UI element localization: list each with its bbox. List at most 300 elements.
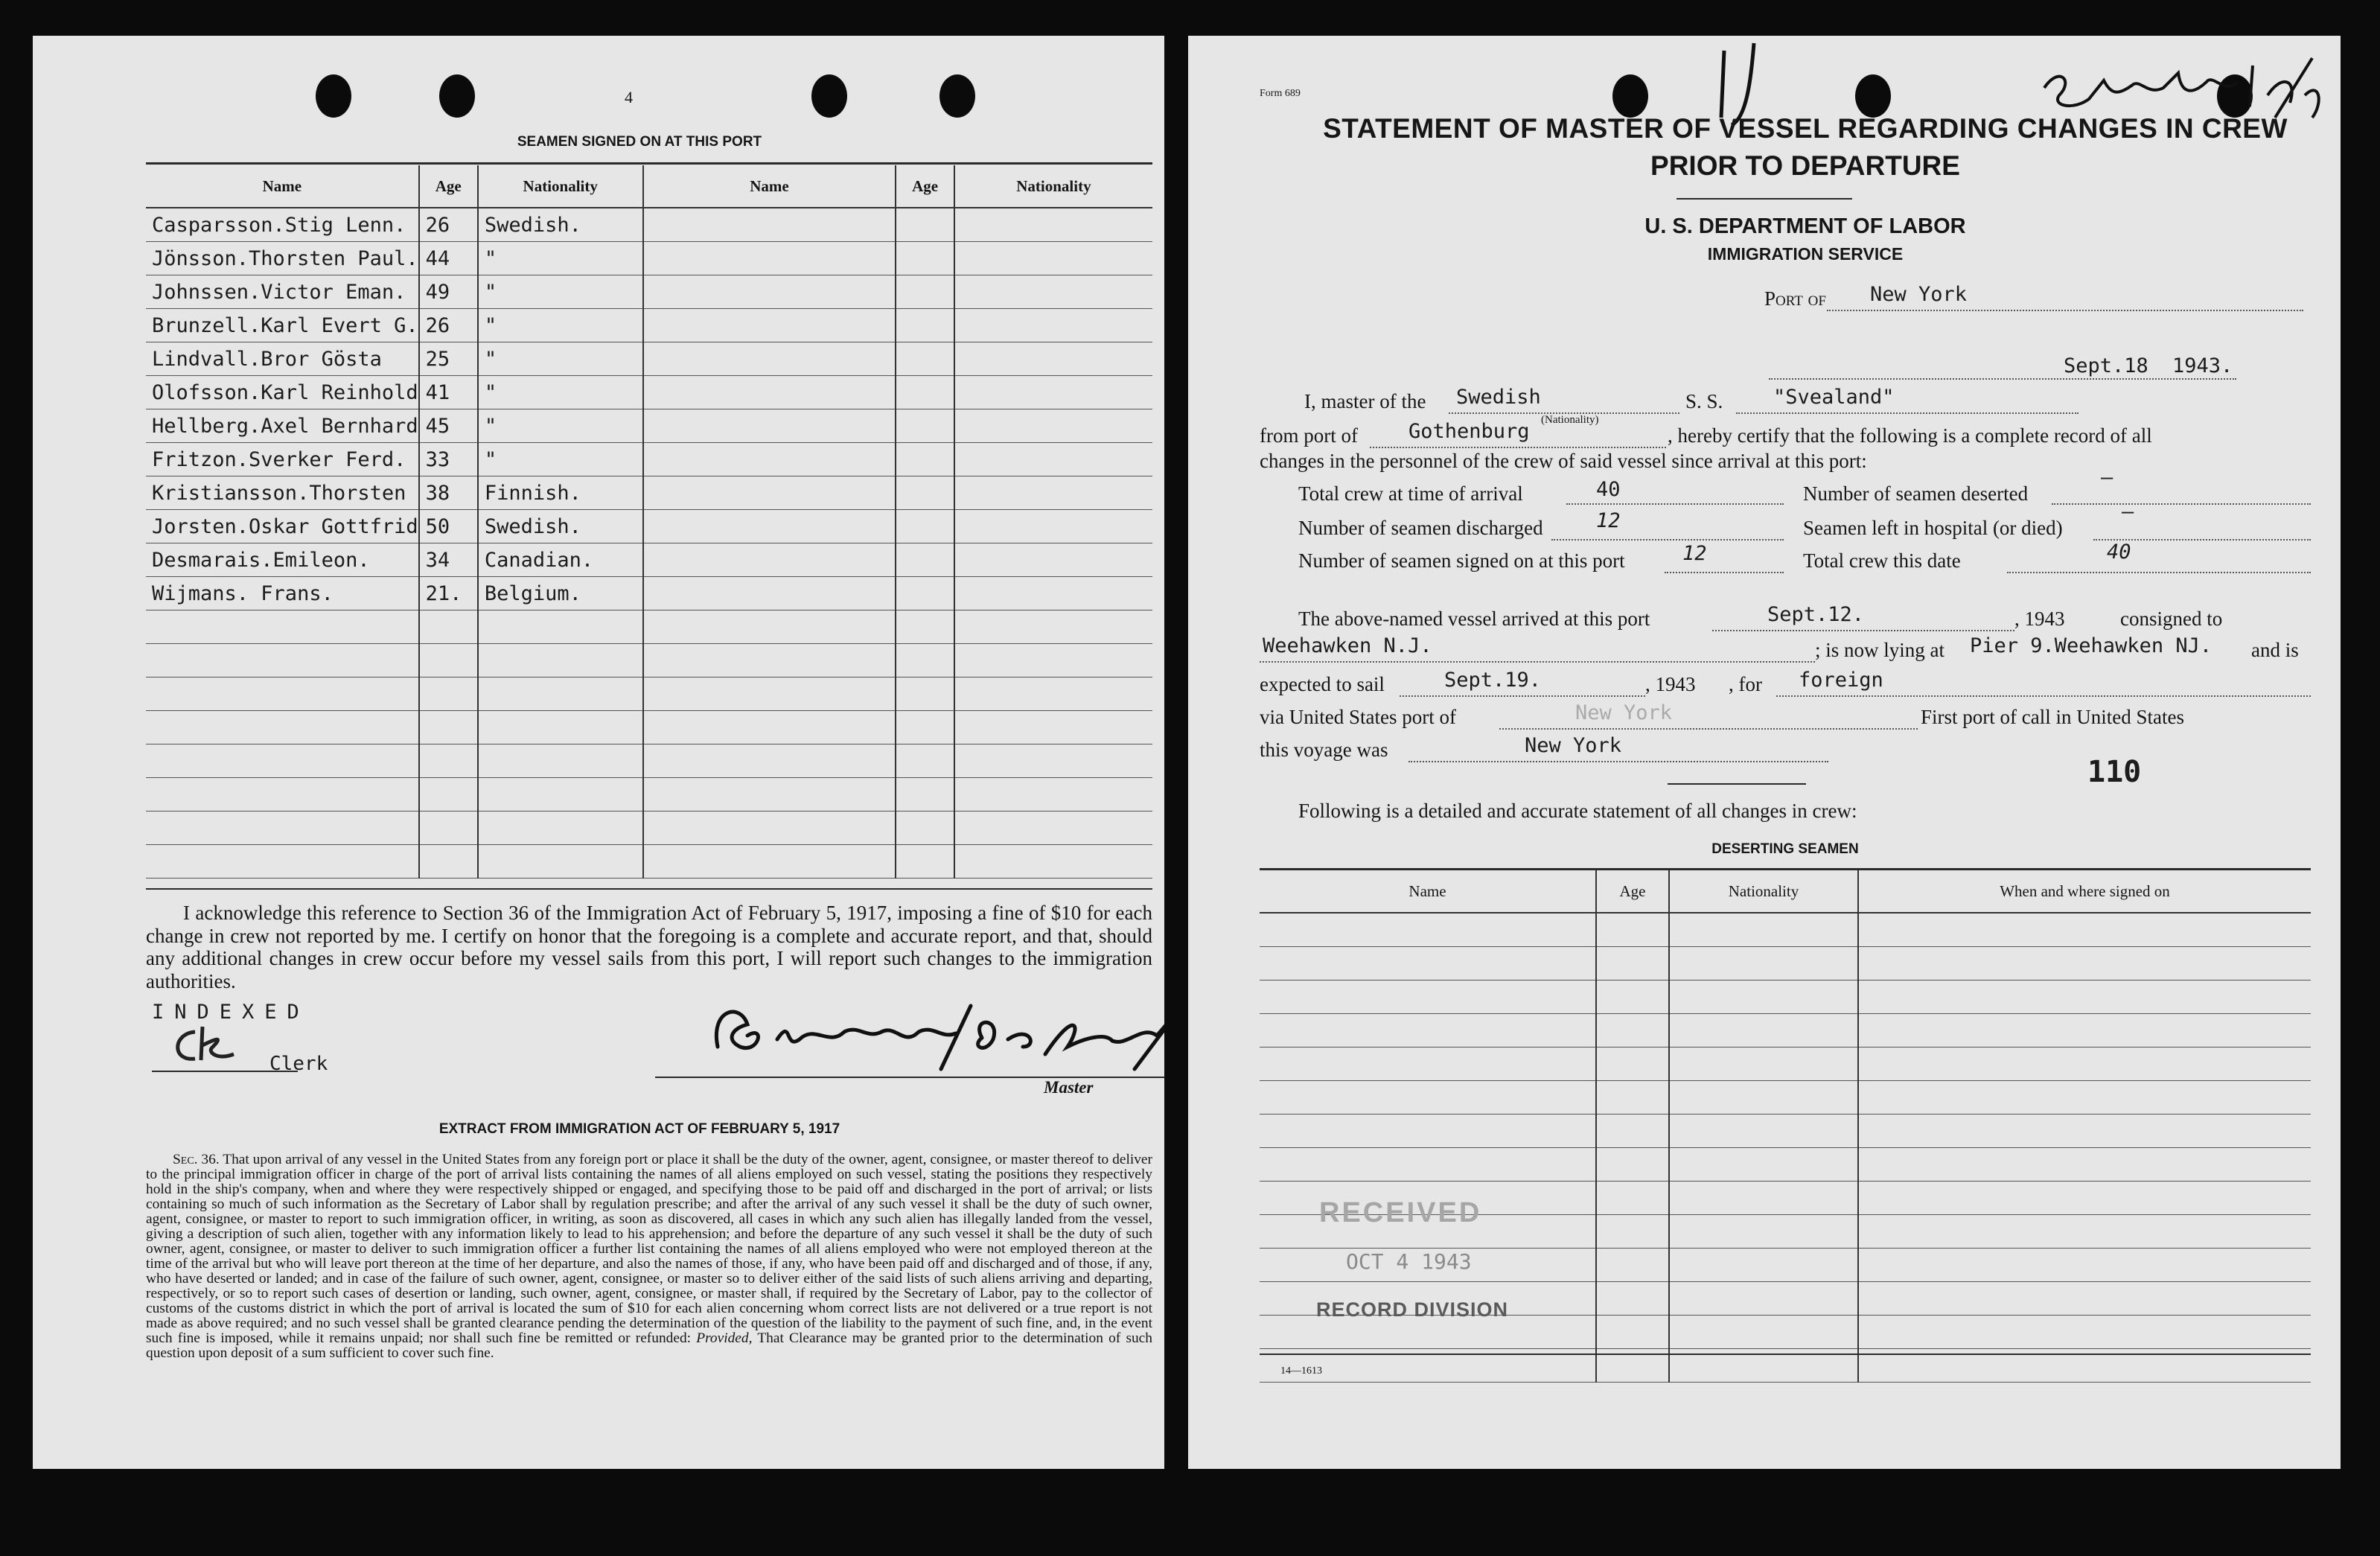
cell-nationality: " xyxy=(478,242,643,275)
cell-nationality-2 xyxy=(954,443,1152,476)
footer-code: 14—1613 xyxy=(1280,1365,1322,1377)
total-arrival-value: 40 xyxy=(1596,478,1621,501)
cell-age-2 xyxy=(896,242,954,275)
nationality-value: Swedish xyxy=(1456,386,1541,409)
cell-age: 38 xyxy=(419,476,478,510)
cell-nationality xyxy=(1669,981,1858,1014)
cell-name-2 xyxy=(643,376,896,409)
cell-nationality: " xyxy=(478,309,643,342)
date-value: Sept.18 xyxy=(2064,354,2148,377)
sail-year: , 1943 xyxy=(1645,673,1696,695)
table-row xyxy=(146,543,1152,577)
vessel-line xyxy=(1736,412,2078,414)
cell-nationality xyxy=(478,778,643,812)
certify-text-2: changes in the personnel of the crew of said vessel since arrival at this port: xyxy=(1260,450,1867,472)
cell-name-2 xyxy=(643,476,896,510)
table-row xyxy=(146,744,1152,778)
cell-name: Brunzell.Karl Evert G. xyxy=(146,309,419,342)
cell-nationality xyxy=(1669,1014,1858,1048)
cell-age: 49 xyxy=(419,275,478,309)
vessel-name: "Svealand" xyxy=(1773,386,1895,409)
total-arrival-line xyxy=(1566,503,1784,505)
table-header xyxy=(146,165,1152,208)
table-row xyxy=(146,711,1152,744)
cell-nationality-2 xyxy=(954,744,1152,778)
col-when-where: When and where signed on xyxy=(1858,870,2311,913)
table-row xyxy=(146,208,1152,242)
discharged-label: Number of seamen discharged xyxy=(1298,517,1543,539)
port-value: New York xyxy=(1870,283,1968,306)
cell-nationality: " xyxy=(478,376,643,409)
cell-nationality-2 xyxy=(954,409,1152,443)
cell-name: Wijmans. Frans. xyxy=(146,577,419,610)
pier-value: Pier 9.Weehawken NJ. xyxy=(1970,634,2212,657)
cell-name xyxy=(1260,1048,1596,1081)
cell-name-2 xyxy=(643,610,896,644)
cell-age xyxy=(419,812,478,845)
cell-age-2 xyxy=(896,275,954,309)
deserted-line xyxy=(2052,503,2311,505)
cell-nationality xyxy=(478,610,643,644)
cell-age-2 xyxy=(896,208,954,242)
cell-age xyxy=(1596,1081,1669,1115)
cell-nationality xyxy=(1669,1316,1858,1349)
cell-age: 50 xyxy=(419,510,478,543)
cell-nationality: Swedish. xyxy=(478,208,643,242)
cell-nationality-2 xyxy=(954,208,1152,242)
table-row xyxy=(146,677,1152,711)
cell-age xyxy=(419,778,478,812)
cell-name xyxy=(146,845,419,879)
cell-nationality xyxy=(1669,1081,1858,1115)
cell-name xyxy=(1260,947,1596,981)
table-row xyxy=(146,476,1152,510)
table-row xyxy=(146,644,1152,677)
cell-when-where xyxy=(1858,1115,2311,1148)
rule xyxy=(1668,783,1806,785)
punch-hole xyxy=(439,74,475,118)
page-number: 4 xyxy=(625,88,633,106)
total-date-label: Total crew this date xyxy=(1803,549,1961,572)
cell-when-where xyxy=(1858,1316,2311,1349)
cell-nationality: " xyxy=(478,342,643,376)
table-row xyxy=(1260,947,2311,981)
arrived-year: , 1943 xyxy=(2014,608,2065,630)
cell-age-2 xyxy=(896,812,954,845)
cell-nationality xyxy=(1669,947,1858,981)
table-row xyxy=(1260,1048,2311,1081)
cell-age xyxy=(1596,947,1669,981)
cell-name-2 xyxy=(643,443,896,476)
cell-nationality-2 xyxy=(954,610,1152,644)
cell-nationality xyxy=(478,744,643,778)
cell-nationality-2 xyxy=(954,342,1152,376)
table-row xyxy=(146,443,1152,476)
cell-when-where xyxy=(1858,1215,2311,1249)
table-row xyxy=(146,510,1152,543)
deserted-value: — xyxy=(2101,466,2113,489)
cell-name-2 xyxy=(643,409,896,443)
cell-name xyxy=(146,610,419,644)
cell-name: Hellberg.Axel Bernhard xyxy=(146,409,419,443)
cell-age xyxy=(419,711,478,744)
seamen-signed-table xyxy=(146,165,1152,879)
cell-age xyxy=(1596,1115,1669,1148)
master-signature xyxy=(688,995,1164,1077)
col-age: Age xyxy=(419,165,478,208)
deserting-title: DESERTING SEAMEN xyxy=(1711,841,1859,857)
punch-hole xyxy=(316,74,351,118)
table-row xyxy=(146,778,1152,812)
cell-nationality xyxy=(478,644,643,677)
col-name-2: Name xyxy=(643,165,896,208)
from-port-value: Gothenburg xyxy=(1408,420,1530,443)
cell-age: 21. xyxy=(419,577,478,610)
rule xyxy=(1676,198,1852,200)
cell-name-2 xyxy=(643,677,896,711)
cell-age xyxy=(419,644,478,677)
date-year: 1943. xyxy=(2172,354,2233,377)
cell-name xyxy=(146,778,419,812)
cell-nationality xyxy=(1669,1048,1858,1081)
right-page xyxy=(1188,36,2341,1469)
cell-age xyxy=(1596,1316,1669,1349)
cell-age-2 xyxy=(896,577,954,610)
clerk-label: Clerk xyxy=(269,1053,328,1075)
discharged-line xyxy=(1551,539,1784,541)
master-of-label: I, master of the xyxy=(1304,390,1426,412)
cell-nationality-2 xyxy=(954,510,1152,543)
stamp-date: OCT 4 1943 xyxy=(1346,1249,1472,1274)
cell-nationality xyxy=(478,812,643,845)
cell-name xyxy=(146,644,419,677)
cell-age-2 xyxy=(896,711,954,744)
consignee-value: Weehawken N.J. xyxy=(1263,634,1432,657)
signed-on-value: 12 xyxy=(1682,542,1707,565)
acknowledgement-text: I acknowledge this reference to Section 36 of the Immigration Act of February 5, 1917, imposing a fine of $10 for each change in crew not reported by me. I certify on honor that the foregoing is a complete and accurate report, and that, should any additional changes in crew occur before my vessel sails from this port, I will report such changes to the immigration authorities. xyxy=(146,902,1152,992)
punch-hole xyxy=(811,74,847,118)
cell-age xyxy=(419,744,478,778)
cell-name-2 xyxy=(643,577,896,610)
cell-nationality-2 xyxy=(954,677,1152,711)
clerk-initials xyxy=(165,1023,255,1068)
indexed-stamp: INDEXED xyxy=(152,1001,310,1024)
cell-age xyxy=(1596,1215,1669,1249)
cell-name xyxy=(146,677,419,711)
signed-on-line xyxy=(1665,572,1784,573)
cell-age-2 xyxy=(896,644,954,677)
cell-nationality xyxy=(1669,1182,1858,1215)
punch-hole xyxy=(939,74,975,118)
date-line xyxy=(1769,378,2236,380)
table-row xyxy=(146,610,1152,644)
cell-nationality xyxy=(1669,1282,1858,1316)
col-nationality: Nationality xyxy=(1669,870,1858,913)
cell-age: 34 xyxy=(419,543,478,577)
and-is-label: and is xyxy=(2251,639,2299,661)
via-line xyxy=(1499,728,1918,730)
page-no: 110 xyxy=(2087,755,2142,789)
cell-name xyxy=(1260,1081,1596,1115)
cell-age xyxy=(419,845,478,879)
cell-age xyxy=(419,677,478,711)
cell-name-2 xyxy=(643,275,896,309)
cell-age xyxy=(1596,981,1669,1014)
table-row xyxy=(1260,913,2311,947)
cell-name xyxy=(1260,1148,1596,1182)
rule xyxy=(146,162,1152,165)
cell-name: Desmarais.Emileon. xyxy=(146,543,419,577)
cell-nationality xyxy=(1669,1115,1858,1148)
cell-nationality: Swedish. xyxy=(478,510,643,543)
from-port-line xyxy=(1370,447,1666,448)
cell-name: Jorsten.Oskar Gottfrid xyxy=(146,510,419,543)
punch-hole xyxy=(1855,74,1891,118)
col-age-2: Age xyxy=(896,165,954,208)
cell-age xyxy=(1596,1182,1669,1215)
extract-text: That upon arrival of any vessel in the United States from any foreign port or place it shall be the duty of the owner, agent, consignee, or master thereof to deliver to the principal immigration officer in charge of the port of arrival lists containing the names of all aliens employed on such vessel, stating the positions they respectively hold in the ship's company, when and where they were respectively shipped or engaged, and specifying those to be paid off and discharged in the port of arrival; or lists containing so much of such information as the Secretary of Labor shall by regulation prescribe; and after the arrival of any such vessel it shall be the duty of such owner, agent, consignee, or master to report to such immigration officer, in writing, as soon as discovered, all cases in which any such alien has illegally landed from the vessel, giving a description of such alien, together with any information likely to lead to his apprehension; and before the departure of any such vessel it shall be the duty of such owner, agent, consignee, or master to deliver to such immigration officer a further list containing the names of all aliens employed who were not employed thereon at the time of the arrival but who will leave port thereon at the time of her departure, and also the names of those, if any, who have been paid off and discharged and of those, if any, who have deserted or landed; and in case of the failure of such owner, agent, consignee, or master so to deliver either of the said lists of such aliens arriving and departing, respectively, or so to report such cases of desertion or landing, such owner, agent, consignee, or master shall, if required by the Secretary of Labor, pay to the collector of customs of the customs district in which the port of arrival is located the sum of $10 for each alien concerning whom correct lists are not delivered or a true report is not made as above required; and no such vessel shall be granted clearance pending the determination of the question of the liability to the payment of such fine, and, in the event such fine is imposed, while it remains unpaid; nor shall such fine be remitted or refunded: xyxy=(146,1152,1152,1346)
cell-nationality: Canadian. xyxy=(478,543,643,577)
left-page xyxy=(33,36,1164,1469)
cell-age: 25 xyxy=(419,342,478,376)
cell-nationality-2 xyxy=(954,812,1152,845)
col-age: Age xyxy=(1596,870,1669,913)
destination: foreign xyxy=(1799,669,1883,692)
cell-name: Jönsson.Thorsten Paul. xyxy=(146,242,419,275)
form-number: Form 689 xyxy=(1260,88,1301,99)
total-arrival-label: Total crew at time of arrival xyxy=(1298,482,1523,505)
cell-nationality-2 xyxy=(954,476,1152,510)
cell-when-where xyxy=(1858,947,2311,981)
port-label: Port of xyxy=(1764,287,1826,310)
cell-age xyxy=(1596,913,1669,947)
cell-when-where xyxy=(1858,981,2311,1014)
cell-age: 44 xyxy=(419,242,478,275)
cell-age xyxy=(1596,1014,1669,1048)
cell-age-2 xyxy=(896,342,954,376)
from-port-label: from port of xyxy=(1260,424,1358,447)
cell-nationality xyxy=(1669,1215,1858,1249)
stamp-received: RECEIVED xyxy=(1319,1197,1482,1228)
cell-when-where xyxy=(1858,913,2311,947)
cell-age-2 xyxy=(896,309,954,342)
cell-nationality-2 xyxy=(954,577,1152,610)
cell-nationality-2 xyxy=(954,309,1152,342)
table-row xyxy=(146,812,1152,845)
cell-name: Kristiansson.Thorsten xyxy=(146,476,419,510)
cell-age-2 xyxy=(896,476,954,510)
voyage-line xyxy=(1408,761,1828,762)
cell-when-where xyxy=(1858,1048,2311,1081)
table-row xyxy=(1260,981,2311,1014)
cell-nationality-2 xyxy=(954,275,1152,309)
cell-name-2 xyxy=(643,812,896,845)
cell-when-where xyxy=(1858,1282,2311,1316)
cell-when-where xyxy=(1858,1148,2311,1182)
cell-age: 45 xyxy=(419,409,478,443)
cell-age-2 xyxy=(896,610,954,644)
hospital-value: — xyxy=(2122,500,2134,523)
table-row xyxy=(1260,1115,2311,1148)
cell-name: Johnssen.Victor Eman. xyxy=(146,275,419,309)
table-row xyxy=(146,376,1152,409)
cell-nationality xyxy=(1669,1249,1858,1282)
cell-age: 26 xyxy=(419,208,478,242)
lying-label: ; is now lying at xyxy=(1815,639,1944,661)
cell-name xyxy=(1260,913,1596,947)
table-row xyxy=(1260,1148,2311,1182)
cell-age xyxy=(419,610,478,644)
cell-age: 33 xyxy=(419,443,478,476)
department: U. S. DEPARTMENT OF LABOR xyxy=(1644,214,1966,238)
cell-name: Lindvall.Bror Gösta xyxy=(146,342,419,376)
cell-nationality-2 xyxy=(954,845,1152,879)
consigned-label: consigned to xyxy=(2120,608,2223,630)
rule xyxy=(146,888,1152,890)
cell-nationality xyxy=(478,845,643,879)
table-row xyxy=(146,342,1152,376)
nationality-caption: (Nationality) xyxy=(1541,414,1599,426)
cell-nationality-2 xyxy=(954,644,1152,677)
cell-name xyxy=(1260,1014,1596,1048)
cell-when-where xyxy=(1858,1081,2311,1115)
table-row xyxy=(1260,1014,2311,1048)
cell-nationality: " xyxy=(478,443,643,476)
arrived-line xyxy=(1712,630,2014,631)
cell-nationality-2 xyxy=(954,778,1152,812)
cell-age xyxy=(1596,1249,1669,1282)
voyage-value: New York xyxy=(1525,734,1622,757)
table-row xyxy=(1260,1081,2311,1115)
sail-date-line xyxy=(1400,695,1645,697)
cell-when-where xyxy=(1858,1249,2311,1282)
signed-on-label: Number of seamen signed on at this port xyxy=(1298,549,1625,572)
cell-name-2 xyxy=(643,778,896,812)
cell-nationality: " xyxy=(478,409,643,443)
cell-age-2 xyxy=(896,677,954,711)
cell-nationality xyxy=(478,711,643,744)
cell-age xyxy=(1596,1282,1669,1316)
cell-when-where xyxy=(1858,1014,2311,1048)
cell-age-2 xyxy=(896,778,954,812)
cell-nationality: " xyxy=(478,275,643,309)
via-label: via United States port of xyxy=(1260,706,1456,728)
expected-label: expected to sail xyxy=(1260,673,1385,695)
cell-age-2 xyxy=(896,845,954,879)
cell-nationality xyxy=(1669,913,1858,947)
cell-when-where xyxy=(1858,1182,2311,1215)
extract-title: EXTRACT FROM IMMIGRATION ACT OF FEBRUARY 5, 1917 xyxy=(438,1121,840,1137)
cell-age: 26 xyxy=(419,309,478,342)
table-row xyxy=(146,275,1152,309)
cell-name xyxy=(146,711,419,744)
following-text: Following is a detailed and accurate statement of all changes in crew: xyxy=(1298,800,1857,822)
cell-age-2 xyxy=(896,376,954,409)
cell-name-2 xyxy=(643,309,896,342)
cell-age-2 xyxy=(896,443,954,476)
extract-body xyxy=(146,1152,1152,1361)
cell-nationality-2 xyxy=(954,242,1152,275)
cell-name-2 xyxy=(643,543,896,577)
col-nationality: Nationality xyxy=(478,165,643,208)
form-title-1: STATEMENT OF MASTER OF VESSEL REGARDING CHANGES IN CREW xyxy=(1323,113,2288,144)
cell-name xyxy=(146,812,419,845)
voyage-label: this voyage was xyxy=(1260,739,1388,761)
punch-hole xyxy=(1612,74,1648,118)
col-name: Name xyxy=(1260,870,1596,913)
cell-nationality: Belgium. xyxy=(478,577,643,610)
col-name: Name xyxy=(146,165,419,208)
cell-nationality-2 xyxy=(954,711,1152,744)
consignee-line xyxy=(1260,661,1815,663)
extract-provided: Provided, xyxy=(696,1330,753,1346)
cell-nationality-2 xyxy=(954,543,1152,577)
arrived-label: The above-named vessel arrived at this port xyxy=(1298,608,1650,630)
via-value: New York xyxy=(1575,701,1673,724)
section-title: SEAMEN SIGNED ON AT THIS PORT xyxy=(517,134,762,150)
cell-name-2 xyxy=(643,845,896,879)
cell-age-2 xyxy=(896,744,954,778)
cell-name-2 xyxy=(643,208,896,242)
cell-name: Olofsson.Karl Reinhold xyxy=(146,376,419,409)
cell-nationality xyxy=(1669,1148,1858,1182)
cell-nationality-2 xyxy=(954,376,1152,409)
cell-age xyxy=(1596,1048,1669,1081)
cell-name xyxy=(146,744,419,778)
cell-name-2 xyxy=(643,644,896,677)
destination-line xyxy=(1776,695,2311,697)
extract-end: That Clearance may be granted prior to the determination of such question upon deposit of a sum sufficient to cover such fine. xyxy=(146,1330,1152,1361)
col-nationality-2: Nationality xyxy=(954,165,1152,208)
table-row xyxy=(146,242,1152,275)
sail-date: Sept.19. xyxy=(1444,669,1542,692)
service: IMMIGRATION SERVICE xyxy=(1707,244,1904,264)
table-row xyxy=(146,845,1152,879)
cell-age: 41 xyxy=(419,376,478,409)
extract-section: Sec. 36. xyxy=(173,1152,220,1167)
cell-name-2 xyxy=(643,510,896,543)
ss-label: S. S. xyxy=(1685,390,1723,412)
port-line xyxy=(1827,310,2303,311)
table-header xyxy=(1260,870,2311,913)
certify-text: , hereby certify that the following is a complete record of all xyxy=(1668,424,2152,447)
arrived-value: Sept.12. xyxy=(1767,603,1865,626)
total-date-value: 40 xyxy=(2107,541,2131,564)
master-label: Master xyxy=(1044,1078,1094,1097)
cell-name: Fritzon.Sverker Ferd. xyxy=(146,443,419,476)
table-row xyxy=(146,577,1152,610)
discharged-value: 12 xyxy=(1596,509,1621,532)
table-bottom-rule xyxy=(1260,1353,2311,1355)
cell-name-2 xyxy=(643,242,896,275)
cell-nationality: Finnish. xyxy=(478,476,643,510)
form-title-2: PRIOR TO DEPARTURE xyxy=(1650,150,1960,181)
hospital-label: Seamen left in hospital (or died) xyxy=(1803,517,2063,539)
cell-age-2 xyxy=(896,543,954,577)
total-date-line xyxy=(2007,572,2311,573)
cell-age xyxy=(1596,1148,1669,1182)
cell-name xyxy=(1260,1115,1596,1148)
cell-age-2 xyxy=(896,510,954,543)
deserted-label: Number of seamen deserted xyxy=(1803,482,2029,505)
first-port-label: First port of call in United States xyxy=(1921,706,2184,728)
table-row xyxy=(146,309,1152,342)
cell-nationality xyxy=(478,677,643,711)
cell-name-2 xyxy=(643,711,896,744)
cell-name xyxy=(1260,981,1596,1014)
cell-name-2 xyxy=(643,744,896,778)
cell-name-2 xyxy=(643,342,896,376)
